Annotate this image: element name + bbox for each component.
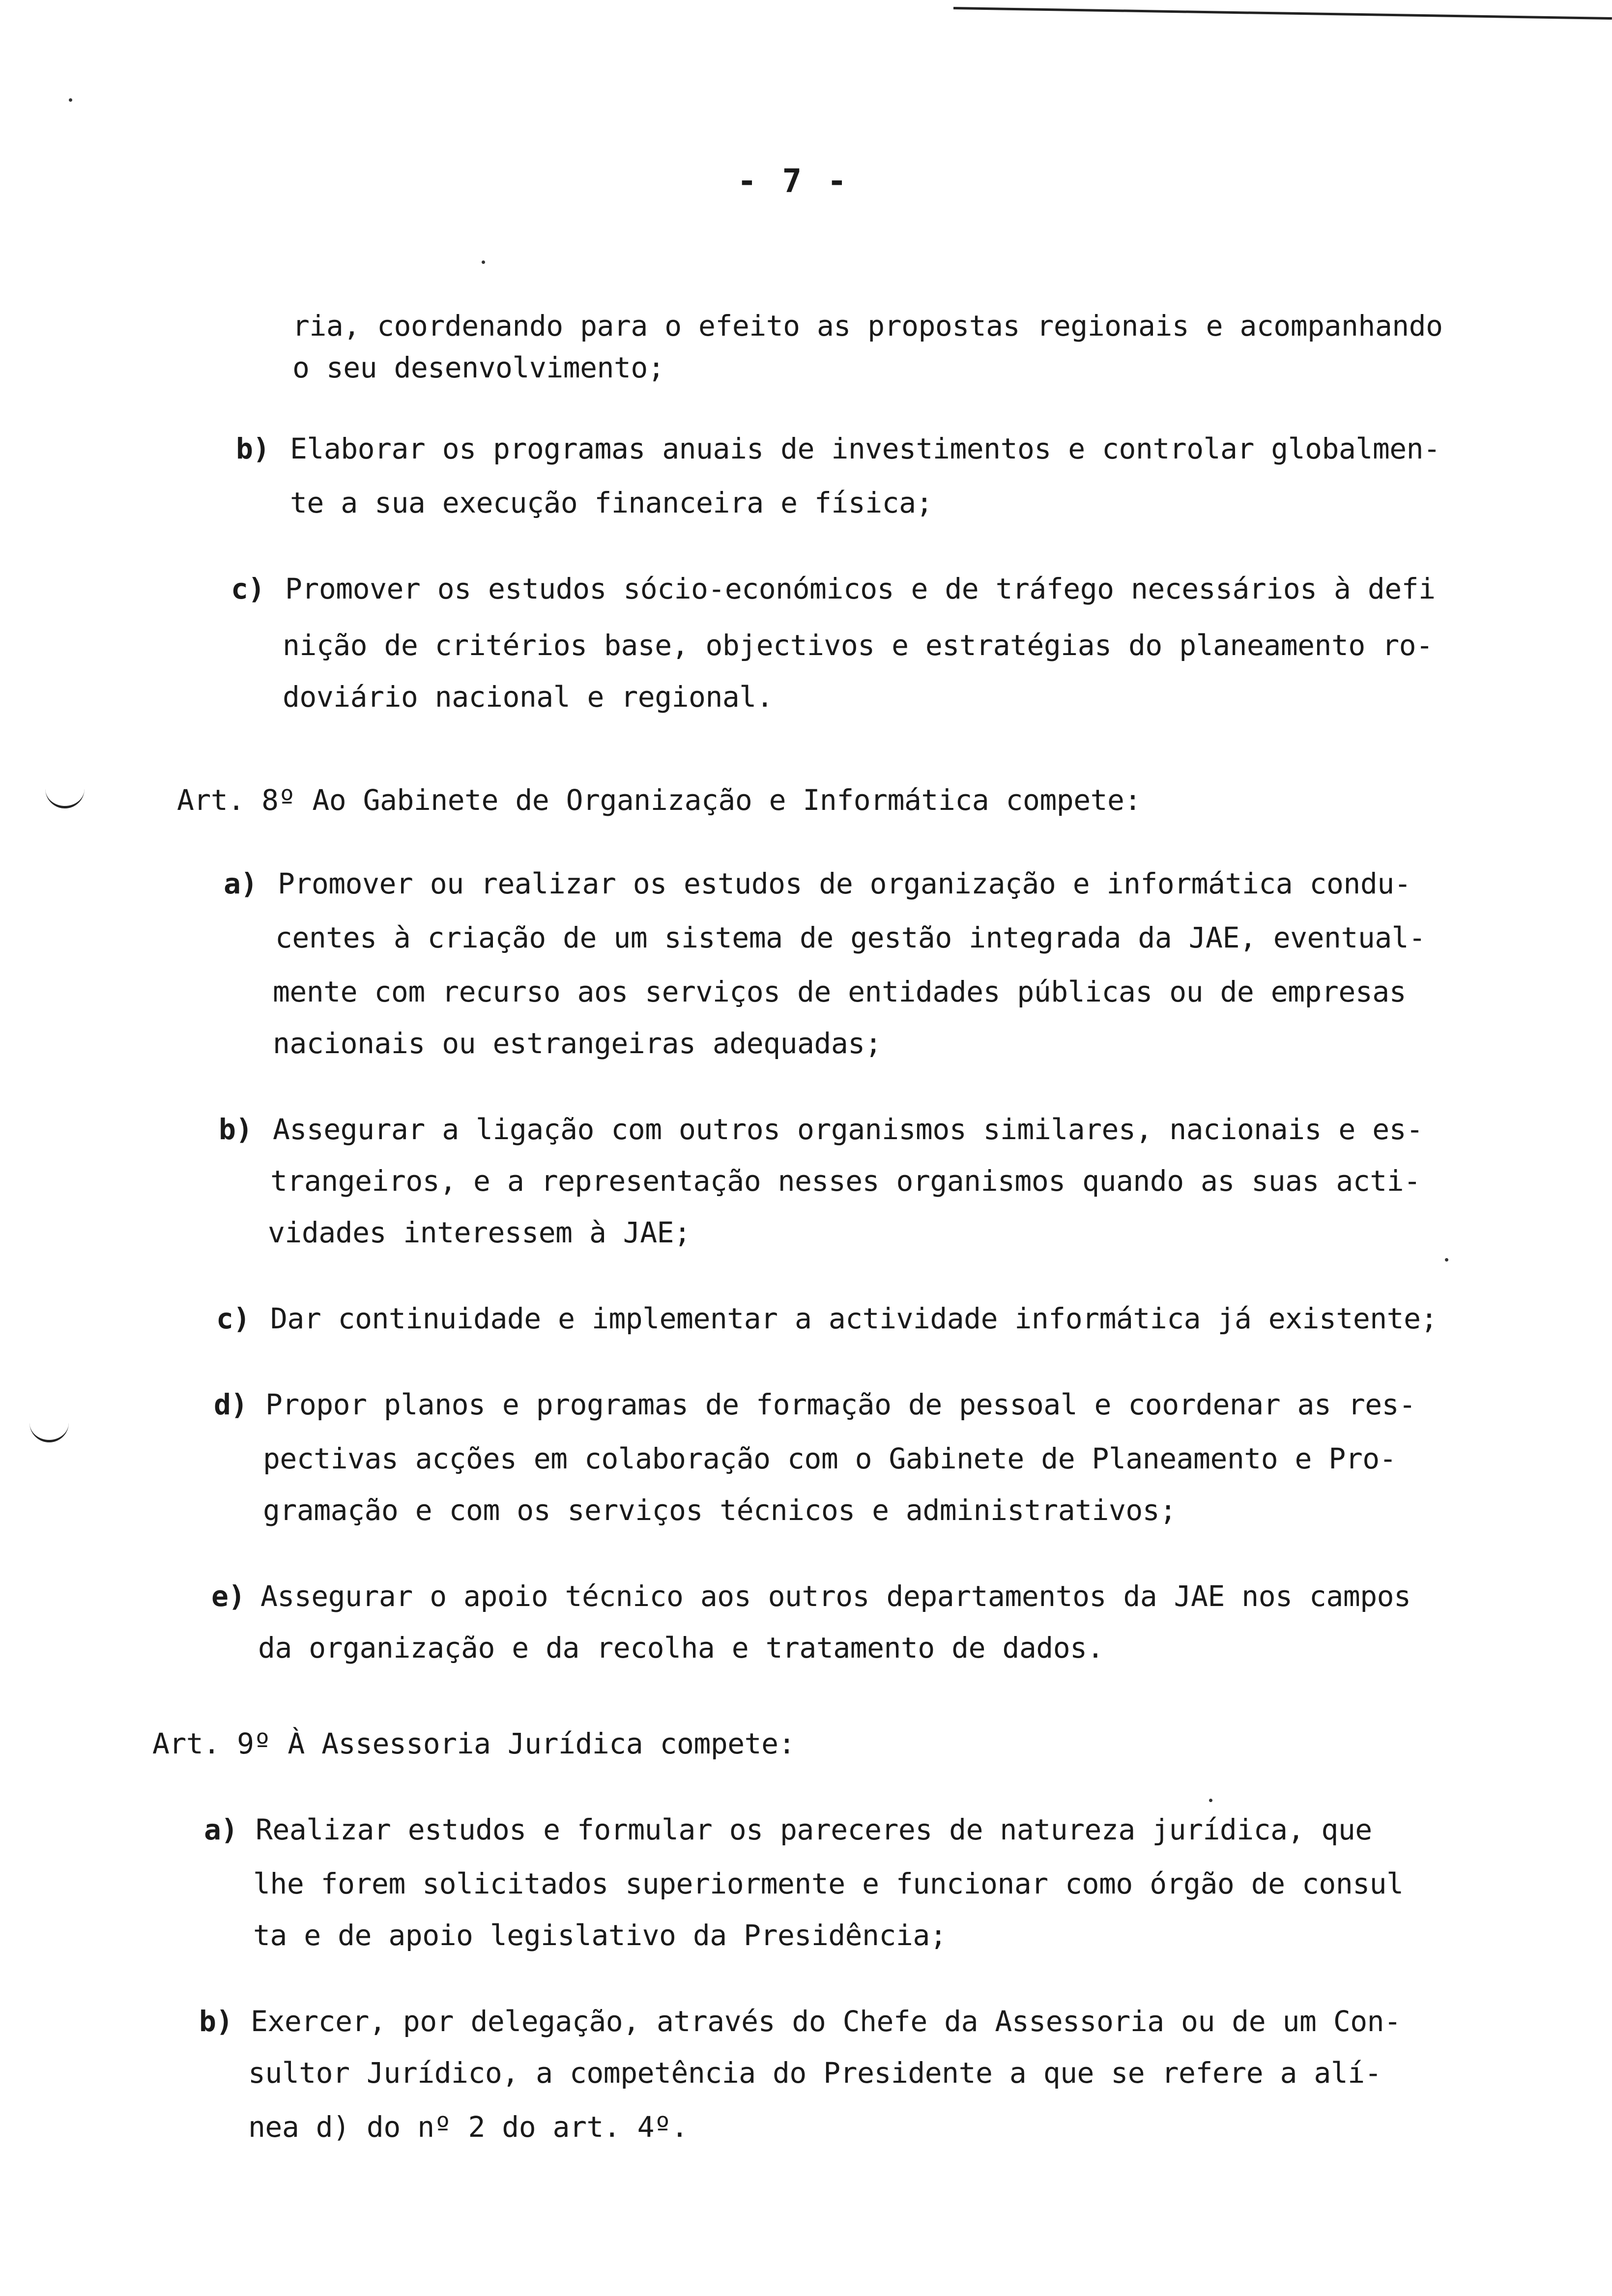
text-line: te a sua execução financeira e física;: [290, 486, 933, 519]
text-line: nacionais ou estrangeiras adequadas;: [273, 1027, 882, 1060]
text-line: Elaborar os programas anuais de investimentos e controlar globalmen-: [290, 432, 1440, 465]
text-line: Exercer, por delegação, através do Chefe da Assessoria ou de um Con-: [251, 2005, 1401, 2038]
item-label: c): [231, 572, 265, 605]
margin-mark: [45, 786, 85, 808]
text-line: da organização e da recolha e tratamento de dados.: [258, 1631, 1104, 1665]
item-label: e): [211, 1579, 245, 1613]
scan-speck: [1209, 1799, 1212, 1802]
text-line: vidades interessem à JAE;: [268, 1216, 691, 1249]
text-line: sultor Jurídico, a competência do Presidente a que se refere a alí-: [248, 2056, 1382, 2090]
text-line: Assegurar o apoio técnico aos outros departamentos da JAE nos campos: [260, 1579, 1411, 1613]
text-line: nea d) do nº 2 do art. 4º.: [248, 2110, 688, 2144]
scan-speck: [1445, 1258, 1448, 1262]
item-label: b): [236, 432, 270, 465]
text-line: ria, coordenando para o efeito as propostas regionais e acompanhando: [292, 309, 1443, 343]
item-label: b): [219, 1113, 253, 1146]
text-line: Dar continuidade e implementar a actividade informática já existente;: [270, 1302, 1438, 1335]
text-line: ta e de apoio legislativo da Presidência;: [253, 1919, 947, 1952]
text-line: trangeiros, e a representação nesses organismos quando as suas acti-: [270, 1164, 1421, 1198]
text-line: centes à criação de um sistema de gestão integrada da JAE, eventual-: [275, 921, 1426, 954]
text-line: lhe forem solicitados superiormente e funcionar como órgão de consul: [253, 1867, 1404, 1900]
scan-speck: [482, 260, 485, 264]
text-line: gramação e com os serviços técnicos e administrativos;: [263, 1493, 1177, 1527]
scan-speck: [69, 98, 72, 102]
text-line: o seu desenvolvimento;: [292, 351, 665, 384]
text-line: nição de critérios base, objectivos e estratégias do planeamento ro-: [283, 629, 1433, 662]
margin-mark: [29, 1420, 69, 1442]
item-label: a): [224, 867, 258, 900]
item-label: a): [204, 1813, 238, 1846]
item-label: b): [199, 2005, 233, 2038]
article-heading: Art. 8º Ao Gabinete de Organização e Informática compete:: [177, 783, 1141, 817]
page-number: - 7 -: [737, 162, 850, 200]
text-line: Realizar estudos e formular os pareceres de natureza jurídica, que: [256, 1813, 1372, 1846]
item-label: d): [214, 1388, 248, 1421]
text-line: Propor planos e programas de formação de pessoal e coordenar as res-: [265, 1388, 1416, 1421]
text-line: doviário nacional e regional.: [283, 680, 774, 714]
item-label: c): [216, 1302, 250, 1335]
text-line: mente com recurso aos serviços de entidades públicas ou de empresas: [273, 975, 1407, 1008]
text-line: Promover os estudos sócio-económicos e de tráfego necessários à defi: [285, 572, 1436, 605]
text-line: Assegurar a ligação com outros organismos similares, nacionais e es-: [273, 1113, 1423, 1146]
text-line: Promover ou realizar os estudos de organização e informática condu-: [278, 867, 1411, 900]
article-heading: Art. 9º À Assessoria Jurídica compete:: [152, 1727, 795, 1760]
top-rule: [953, 7, 1612, 20]
text-line: pectivas acções em colaboração com o Gabinete de Planeamento e Pro-: [263, 1442, 1397, 1475]
